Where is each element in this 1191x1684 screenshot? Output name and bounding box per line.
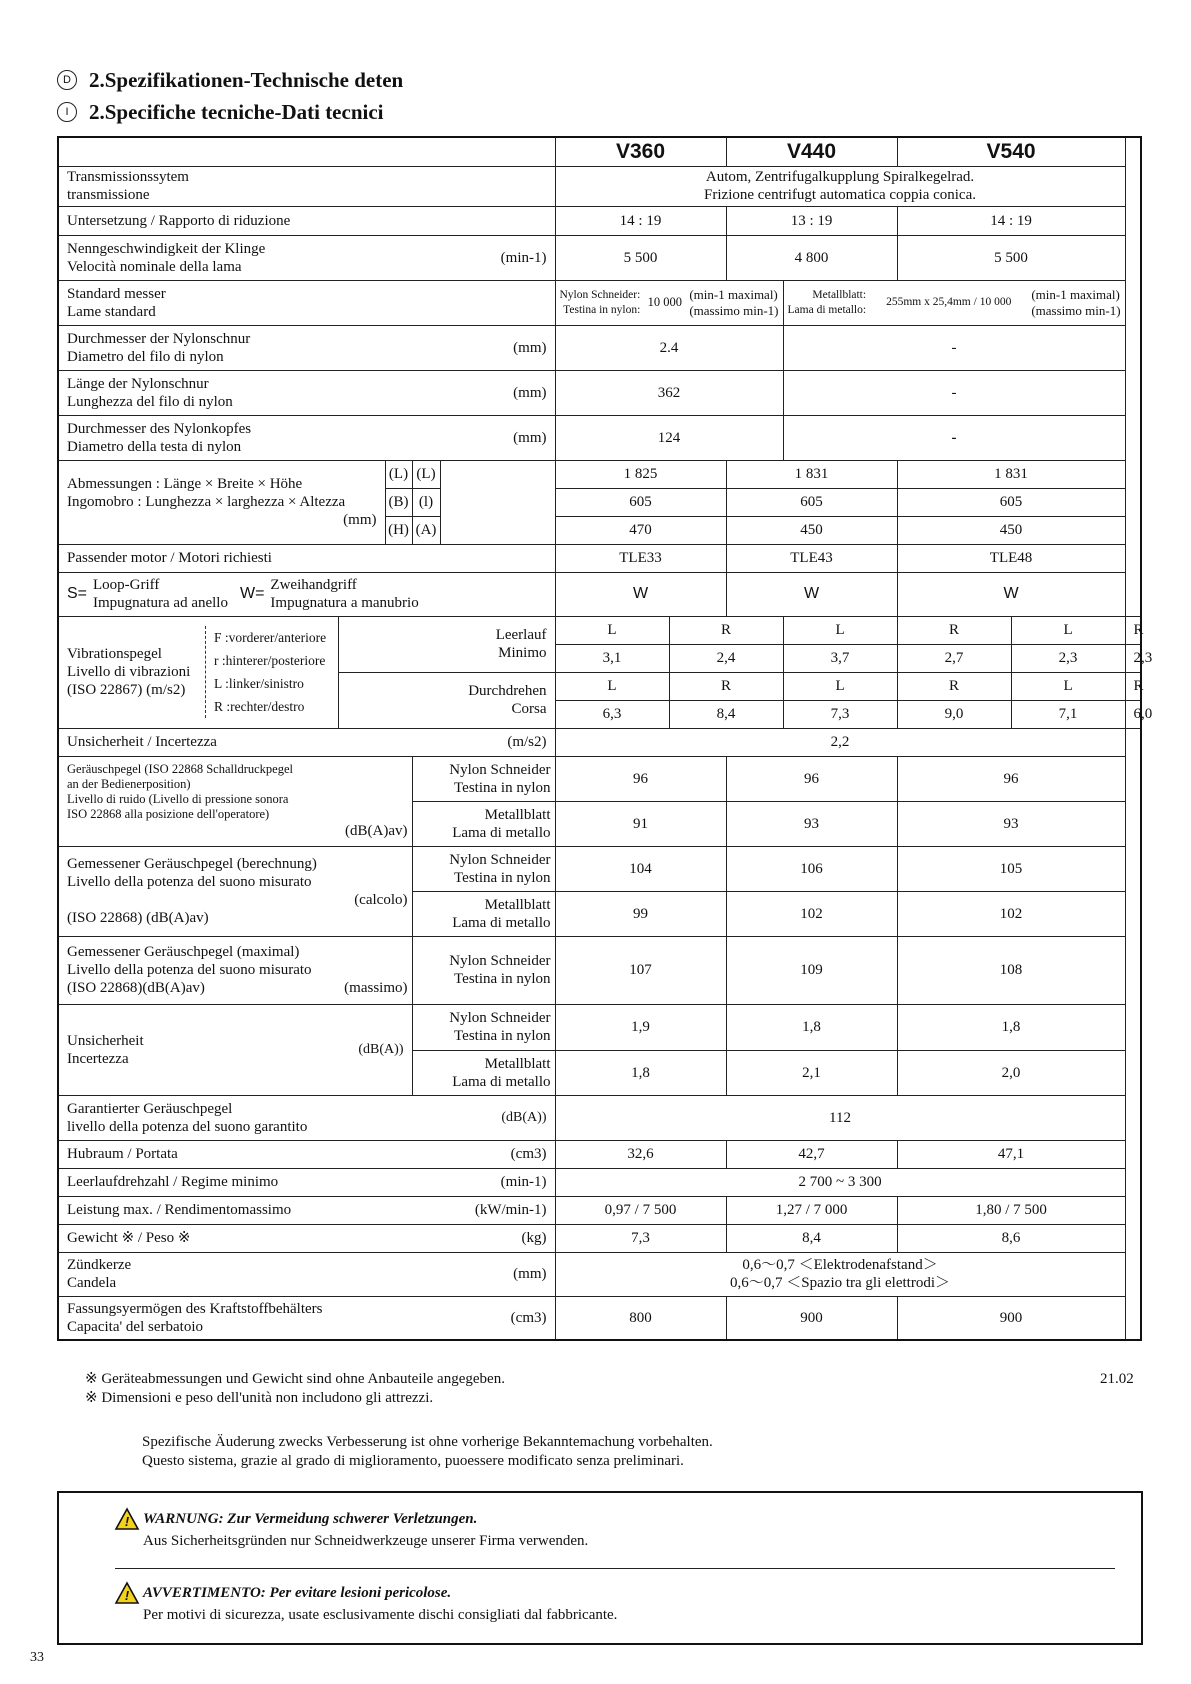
- heading-de: [57, 64, 403, 96]
- row-noise-uncertainty-metal: Metallblatt Lama di metallo 1,8 2,1 2,0: [58, 1050, 1141, 1095]
- row-line-diameter: Durchmesser der Nylonschnur Diametro del filo di nylon (mm) 2.4 -: [58, 325, 1141, 370]
- row-power-measured-metal: Metallblatt Lama di metallo 99 102 102: [58, 891, 1141, 936]
- row-power-max: Gemessener Geräuschpegel (maximal) Livello della potenza del suono misurato (ISO 22868)(dB(A)av) (massimo) Nylon Schneider Testina in nylon 107 109 108: [58, 936, 1141, 1004]
- row-handle: S= Loop-Griff Impugnatura ad anello W= Zweihandgriff Impugnatura a manubrio W W W: [58, 572, 1141, 616]
- version-code: 21.02: [1100, 1371, 1134, 1387]
- warning-triangle-icon: [115, 1582, 139, 1604]
- model-v440: V440: [726, 137, 897, 166]
- lang-badge-i: I: [57, 102, 77, 122]
- page-headings: [57, 64, 403, 128]
- row-idle-speed: Leerlaufdrehzahl / Regime minimo (min-1) 2 700 ~ 3 300: [58, 1168, 1141, 1196]
- svg-text:!: !: [124, 1514, 130, 1529]
- row-ratio: Untersetzung / Rapporto di riduzione 14 : 19 13 : 19 14 : 19: [58, 206, 1141, 235]
- row-spark-plug: Zündkerze Candela (mm) 0,6～0,7 ＜Elektrodenafstand＞ 0,6～0,7 ＜Spazio tra gli elettrodi＞: [58, 1252, 1141, 1296]
- row-head-diameter: Durchmesser des Nylonkopfes Diametro della testa di nylon (mm) 124 -: [58, 415, 1141, 460]
- svg-text:!: !: [124, 1588, 130, 1603]
- heading-it: [57, 96, 403, 128]
- row-vibration-race-head: Durchdrehen Corsa L R L R L R: [58, 672, 1141, 700]
- model-v360: V360: [555, 137, 726, 166]
- warning-divider: [115, 1568, 1115, 1569]
- row-dimensions-width: (B) (l) 605 605 605: [58, 488, 1141, 516]
- heading-text-it: 2.Specifiche tecniche-Dati tecnici: [89, 99, 384, 124]
- warning-de: ! WARNUNG: Zur Vermeidung schwerer Verletzungen. Aus Sicherheitsgründen nur Schneidwerkzeuge unserer Firma verwenden.: [115, 1508, 588, 1550]
- row-max-power: Leistung max. / Rendimentomassimo (kW/min-1) 0,97 / 7 500 1,27 / 7 000 1,80 / 7 500: [58, 1196, 1141, 1224]
- row-vibration-race: 6,3 8,4 7,3 9,0 7,1 6,0: [58, 700, 1141, 728]
- row-noise-metal: Metallblatt Lama di metallo 91 93 93: [58, 801, 1141, 846]
- row-noise-uncertainty-nylon: Unsicherheit Incertezza (dB(A)) Nylon Schneider Testina in nylon 1,9 1,8 1,8: [58, 1004, 1141, 1050]
- spec-table: [57, 136, 1153, 1341]
- warning-box: [57, 1491, 1143, 1645]
- change-notice: Spezifische Äuderung zwecks Verbesserung ist ohne vorherige Bekanntemachung vorbehalten. Questo sistema, grazie al grado di miglioramento, puoessere modificato senza preliminari.: [142, 1434, 713, 1469]
- row-dimensions-height: (H) (A) 470 450 450: [58, 516, 1141, 544]
- row-tank-capacity: Fassungsyermögen des Kraftstoffbehälters Capacita' del serbatoio (cm3) 800 900 900: [58, 1296, 1141, 1340]
- row-standard-cutter: Standard messer Lame standard Nylon Schneider: Testina in nylon: 10 000 (min-1 maximal) (massimo min-1) Metallblatt: Lama di metallo: 255mm x 25,4mm / 10 000 (min-1 maximal) (massimo min-1): [58, 280, 1141, 325]
- row-blade-speed: Nenngeschwindigkeit der Klinge Velocità nominale della lama (min-1) 5 500 4 800 5 500: [58, 235, 1141, 280]
- model-v540: V540: [897, 137, 1125, 166]
- page-number: 33: [30, 1650, 44, 1665]
- heading-text-de: 2.Spezifikationen-Technische deten: [89, 67, 404, 92]
- row-power-measured-nylon: Gemessener Geräuschpegel (berechnung) Livello della potenza del suono misurato (calcolo) (ISO 22868) (dB(A)av) Nylon Schneider Testina in nylon 104 106 105: [58, 846, 1141, 891]
- model-header-row: [58, 137, 1141, 166]
- row-transmission: Transmissionssytem transmissione Autom, Zentrifugalkupplung Spiralkegelrad. Frizione centrifugt automatica coppia conica.: [58, 166, 1141, 206]
- row-motor: Passender motor / Motori richiesti TLE33 TLE43 TLE48: [58, 544, 1141, 572]
- row-displacement: Hubraum / Portata (cm3) 32,6 42,7 47,1: [58, 1140, 1141, 1168]
- warning-triangle-icon: [115, 1508, 139, 1530]
- row-dimensions-length: Abmessungen : Länge × Breite × Höhe Ingomobro : Lunghezza × larghezza × Altezza (mm) (L) (L) 1 825 1 831 1 831: [58, 460, 1141, 488]
- row-vibration-uncertainty: Unsicherheit / Incertezza (m/s2) 2,2: [58, 728, 1141, 756]
- unit-min: (min-1): [500, 249, 547, 266]
- row-line-length: Länge der Nylonschnur Lunghezza del filo di nylon (mm) 362 -: [58, 370, 1141, 415]
- footnote-it: ※ Dimensioni e peso dell'unità non includono gli attrezzi.: [85, 1390, 434, 1406]
- lang-badge-d: D: [57, 70, 77, 90]
- row-vibration-idle-head: Vibrationspegel Livello di vibrazioni (ISO 22867) (m/s2) F :vorderer/anteriore r :hinterer/posteriore L :linker/sinistro R :rechter/destro Leerlauf Minimo L R L R L R: [58, 616, 1141, 644]
- warning-it: ! AVVERTIMENTO: Per evitare lesioni pericolose. Per motivi di sicurezza, usate esclusivamente dischi consigliati dal fabbricante.: [115, 1582, 617, 1624]
- row-guaranteed-noise: Garantierter Geräuschpegel livello della potenza del suono garantito (dB(A)) 112: [58, 1095, 1141, 1140]
- footnote-de: ※ Geräteabmessungen und Gewicht sind ohne Anbauteile angegeben.: [85, 1371, 505, 1387]
- row-weight: Gewicht ※ / Peso ※ (kg) 7,3 8,4 8,6: [58, 1224, 1141, 1252]
- row-noise-nylon: Geräuschpegel (ISO 22868 Schalldruckpegel an der Bedienerposition) Livello di ruido (Livello di pressione sonora ISO 22868 alla posizione dell'operatore) (dB(A)av) Nylon Schneider Testina in nylon 96 96 96: [58, 756, 1141, 801]
- footnotes: [85, 1370, 505, 1408]
- row-vibration-idle: 3,1 2,4 3,7 2,7 2,3 2,3: [58, 644, 1141, 672]
